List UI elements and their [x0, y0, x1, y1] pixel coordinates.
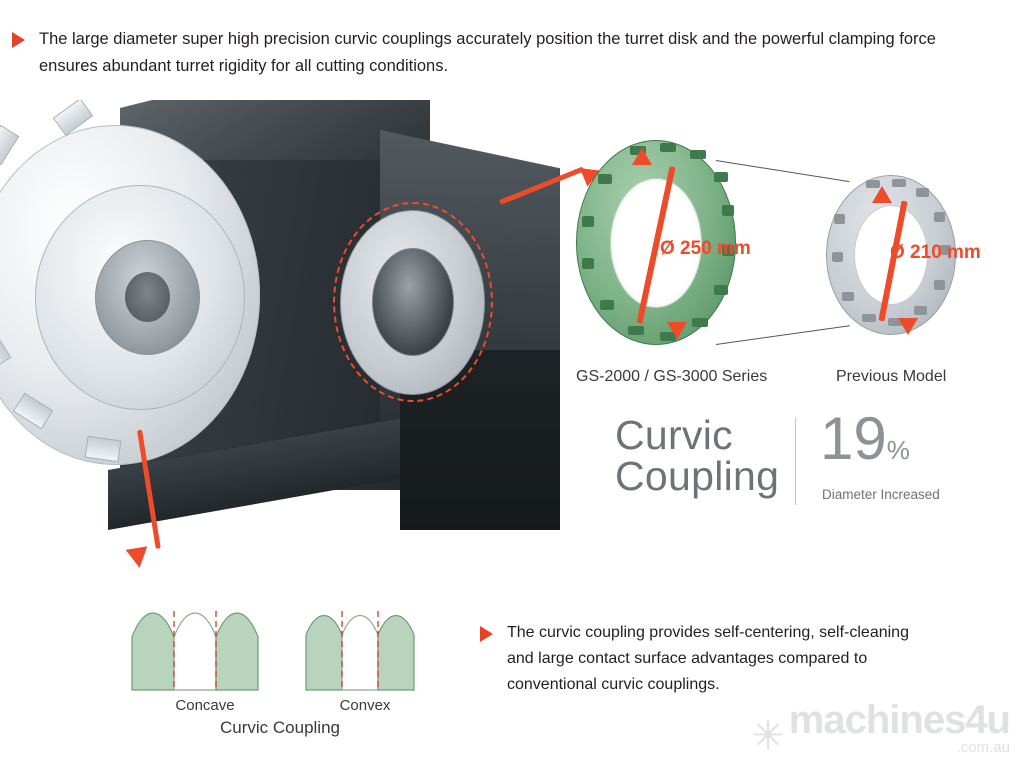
green-ring-tooth	[582, 258, 594, 269]
percent-number: 19	[820, 405, 887, 472]
bottom-bullet-row	[480, 620, 950, 698]
green-ring-tooth	[690, 150, 706, 159]
grey-ring-tooth	[842, 292, 854, 301]
green-ring-tooth	[628, 326, 644, 335]
grey-diameter-arrowhead-bottom	[898, 318, 918, 335]
profile-svg	[110, 595, 450, 705]
profiles-title: Curvic Coupling	[220, 718, 340, 737]
grey-ring-tooth	[916, 188, 929, 197]
grey-ring-tooth	[934, 212, 945, 222]
green-ring-tooth	[714, 172, 728, 182]
grey-ring-tooth	[934, 280, 945, 290]
green-ring-tooth	[598, 174, 612, 184]
grey-ring-tooth	[862, 314, 876, 322]
brand-name: machines4u	[788, 698, 1010, 742]
grey-ring-tooth	[834, 214, 845, 224]
triangle-bullet-icon	[12, 32, 25, 48]
percent-caption: Diameter Increased	[822, 487, 940, 502]
callout-arrow-head	[126, 546, 151, 569]
convex-profile	[306, 611, 414, 690]
green-ring-tooth	[582, 216, 594, 227]
top-bullet-row	[12, 26, 992, 79]
green-ring-tooth	[660, 143, 676, 152]
grey-ring-caption: Previous Model	[836, 368, 947, 385]
turret-disk-bore	[125, 272, 170, 322]
convex-label: Convex	[339, 697, 391, 714]
triangle-bullet-icon	[480, 626, 493, 642]
grey-ring-tooth	[832, 252, 843, 262]
green-ring-tooth	[714, 285, 728, 295]
grey-diameter-arrowhead-top	[872, 186, 892, 203]
curvic-coupling-headline	[615, 405, 975, 520]
machines4u-watermark	[751, 698, 1010, 758]
headline-title-line1: Curvic	[615, 412, 733, 458]
green-diameter-arrowhead-top	[632, 148, 652, 165]
percent-symbol: %	[886, 435, 910, 465]
green-ring-tooth	[722, 205, 734, 216]
green-ring-tooth	[600, 300, 614, 310]
ring-connector-line-bottom	[716, 325, 850, 345]
headline-title-line2: Coupling	[615, 453, 780, 499]
green-ring-tooth	[692, 318, 708, 327]
headline-title	[615, 412, 780, 499]
turret-tooth	[0, 125, 19, 165]
green-diameter-label: Ø 250 mm	[660, 238, 751, 259]
top-bullet-text: The large diameter super high precision curvic couplings accurately position the turret disk and the powerful clamping force ensures abundant turret rigidity for all cutting conditions.	[39, 30, 936, 75]
grey-diameter-label: Ø 210 mm	[890, 242, 981, 263]
concave-label: Concave	[175, 697, 235, 714]
percent-value	[820, 405, 910, 472]
asterisk-icon: ✳	[751, 714, 785, 758]
grey-ring-tooth	[892, 179, 906, 187]
headline-divider	[795, 417, 796, 505]
green-ring-caption: GS-2000 / GS-3000 Series	[576, 368, 768, 385]
highlight-ellipse	[333, 202, 493, 402]
machine-photo	[0, 100, 570, 530]
green-diameter-arrowhead-bottom	[667, 322, 687, 339]
bottom-bullet-text: The curvic coupling provides self-centering, self-cleaning and large contact surface advantages compared to conventional curvic couplings.	[507, 624, 909, 693]
concave-profile	[132, 611, 258, 690]
grey-ring-tooth	[914, 306, 927, 315]
turret-tooth	[85, 436, 122, 463]
brand-tld: .com.au	[956, 739, 1010, 756]
ring-connector-line-top	[716, 160, 849, 182]
